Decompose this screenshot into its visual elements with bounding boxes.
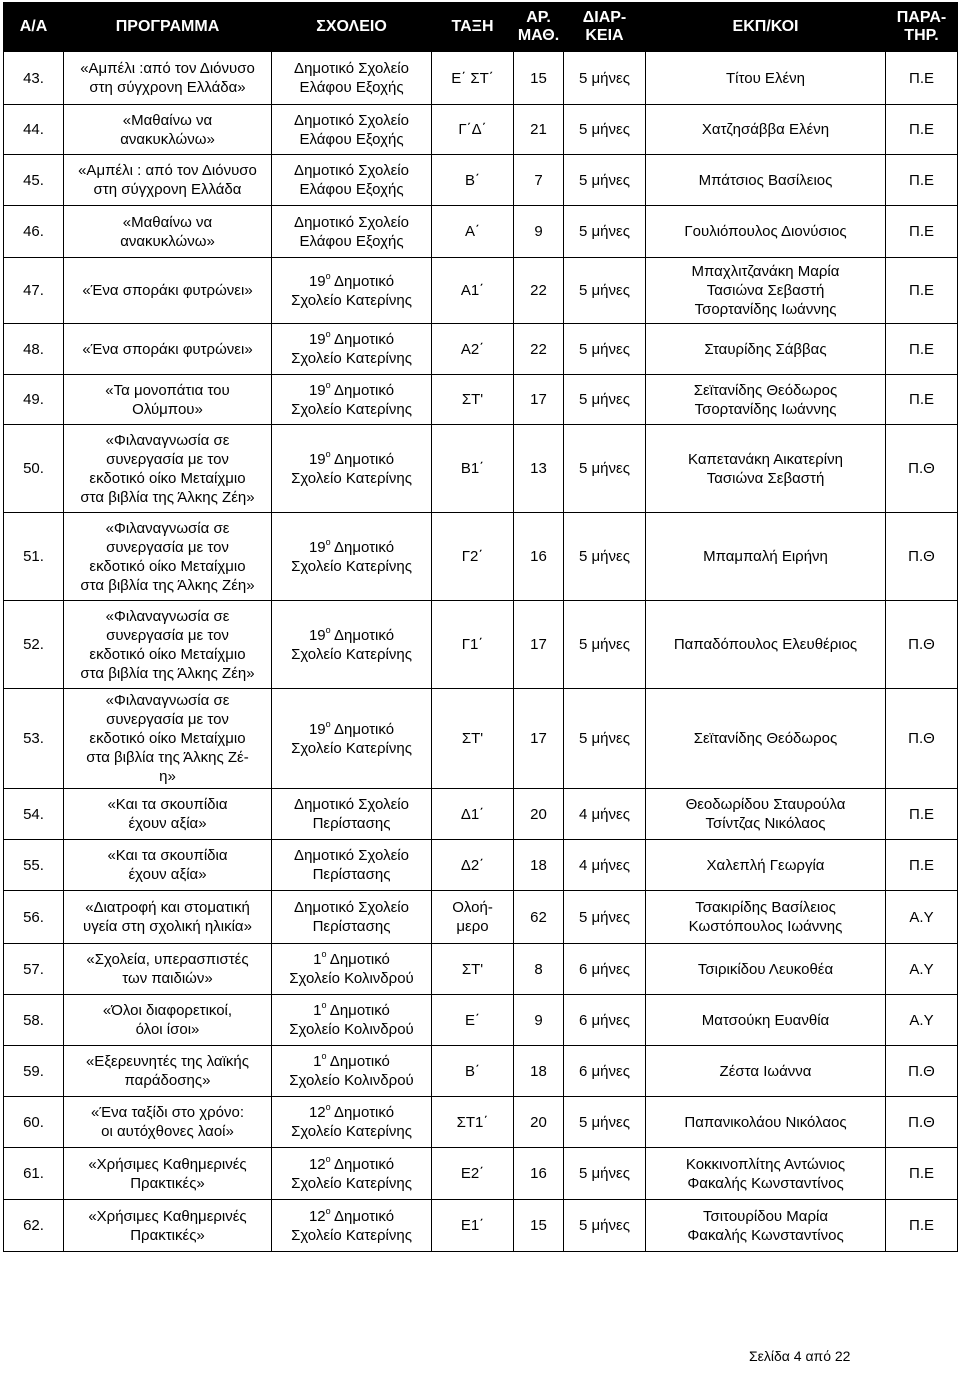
row-teachers: Σεϊτανίδης Θεόδωρος xyxy=(646,689,886,789)
row-number: 49. xyxy=(4,375,64,425)
row-type: Π.Ε xyxy=(886,324,958,375)
school-name: Δημοτικό Σχολείο Κατερίνης xyxy=(291,720,412,757)
row-school xyxy=(272,995,432,1046)
page-footer: Σελίδα 4 από 22 xyxy=(749,1348,851,1364)
row-program: «Τα μονοπάτια του Ολύμπου» xyxy=(64,375,272,425)
row-teachers: Μπαμπαλή Ειρήνη xyxy=(646,513,886,601)
row-type: Π.Ε xyxy=(886,840,958,891)
row-duration: 5 μήνες xyxy=(564,1148,646,1200)
row-teachers: Κοκκινοπλίτης Αντώνιος Φακαλής Κωνσταντίνος xyxy=(646,1148,886,1200)
row-school xyxy=(272,944,432,995)
table-row xyxy=(4,258,958,324)
row-program: «Ένα ταξίδι στο χρόνο: οι αυτόχθονες λαοί» xyxy=(64,1097,272,1148)
row-type: Π.Θ xyxy=(886,425,958,513)
row-class: Ε΄ xyxy=(432,995,514,1046)
row-duration: 6 μήνες xyxy=(564,944,646,995)
row-duration: 5 μήνες xyxy=(564,375,646,425)
row-class: Δ2΄ xyxy=(432,840,514,891)
row-duration: 5 μήνες xyxy=(564,601,646,689)
school-ordinal-suffix: ο xyxy=(325,329,331,339)
school-ordinal-number: 19 xyxy=(308,538,326,556)
row-duration: 6 μήνες xyxy=(564,995,646,1046)
row-class: Β΄ xyxy=(432,155,514,206)
row-class: ΣΤ' xyxy=(432,689,514,789)
row-type: Π.Ε xyxy=(886,105,958,155)
school-name: Δημοτικό Σχολείο Κατερίνης xyxy=(291,626,412,663)
row-class: Γ1΄ xyxy=(432,601,514,689)
table-row xyxy=(4,789,958,840)
row-class: Ολοή- μερο xyxy=(432,891,514,944)
table-row xyxy=(4,995,958,1046)
school-ordinal-number: 19 xyxy=(308,272,326,290)
school-name: Δημοτικό Σχολείο Κατερίνης xyxy=(291,450,412,487)
row-students: 22 xyxy=(514,324,564,375)
row-duration: 5 μήνες xyxy=(564,105,646,155)
row-number: 54. xyxy=(4,789,64,840)
row-program: «Όλοι διαφορετικοί, όλοι ίσοι» xyxy=(64,995,272,1046)
row-teachers: Χατζησάββα Ελένη xyxy=(646,105,886,155)
row-students: 20 xyxy=(514,789,564,840)
table-row xyxy=(4,1097,958,1148)
row-class: Ε2΄ xyxy=(432,1148,514,1200)
row-type: Π.Θ xyxy=(886,689,958,789)
row-number: 59. xyxy=(4,1046,64,1097)
row-students: 17 xyxy=(514,375,564,425)
school-name: Δημοτικό Σχολείο Περίστασης xyxy=(294,899,409,935)
row-duration: 4 μήνες xyxy=(564,789,646,840)
row-class: Δ1΄ xyxy=(432,789,514,840)
row-program: «Χρήσιμες Καθημερινές Πρακτικές» xyxy=(64,1200,272,1252)
row-program: «Αμπέλι :από τον Διόνυσο στη σύγχρονη Ελλάδα» xyxy=(64,52,272,105)
school-name: Δημοτικό Σχολείο Κατερίνης xyxy=(291,538,412,575)
table-row xyxy=(4,206,958,258)
row-students: 13 xyxy=(514,425,564,513)
programs-table xyxy=(3,2,958,1252)
row-number: 56. xyxy=(4,891,64,944)
row-school xyxy=(272,1148,432,1200)
school-name: Δημοτικό Σχολείο Περίστασης xyxy=(294,847,409,883)
row-teachers: Ζέστα Ιωάννα xyxy=(646,1046,886,1097)
table-row xyxy=(4,891,958,944)
row-teachers: Μπαχλιτζανάκη Μαρία Τασιώνα Σεβαστή Τσορτανίδης Ιωάννης xyxy=(646,258,886,324)
school-name: Δημοτικό Σχολείο Περίστασης xyxy=(294,796,409,832)
row-number: 43. xyxy=(4,52,64,105)
school-ordinal-number: 19 xyxy=(308,450,326,468)
header-type: ΠΑΡΑ- ΤΗΡ. xyxy=(886,3,958,52)
row-teachers: Καπετανάκη Αικατερίνη Τασιώνα Σεβαστή xyxy=(646,425,886,513)
row-school xyxy=(272,1097,432,1148)
row-students: 17 xyxy=(514,601,564,689)
header-teachers: ΕΚΠ/ΚΟΙ xyxy=(646,3,886,52)
row-number: 52. xyxy=(4,601,64,689)
row-teachers: Τσιρικίδου Λευκοθέα xyxy=(646,944,886,995)
header-class: ΤΑΞΗ xyxy=(432,3,514,52)
row-students: 16 xyxy=(514,513,564,601)
row-class: ΣΤ' xyxy=(432,375,514,425)
row-students: 18 xyxy=(514,1046,564,1097)
row-school xyxy=(272,601,432,689)
row-number: 45. xyxy=(4,155,64,206)
row-school xyxy=(272,425,432,513)
table-row xyxy=(4,944,958,995)
row-teachers: Χαλεπλή Γεωργία xyxy=(646,840,886,891)
school-name: Δημοτικό Σχολείο Κατερίνης xyxy=(291,1155,412,1192)
school-ordinal-number: 1 xyxy=(313,951,322,968)
row-duration: 6 μήνες xyxy=(564,1046,646,1097)
row-teachers: Παπαδόπουλος Ελευθέριος xyxy=(646,601,886,689)
row-type: Π.Ε xyxy=(886,206,958,258)
row-school xyxy=(272,689,432,789)
row-students: 7 xyxy=(514,155,564,206)
row-class: ΣΤ' xyxy=(432,944,514,995)
row-type: Π.Ε xyxy=(886,789,958,840)
table-row xyxy=(4,1148,958,1200)
row-program: «Μαθαίνω να ανακυκλώνω» xyxy=(64,105,272,155)
row-school xyxy=(272,206,432,258)
row-school xyxy=(272,155,432,206)
school-ordinal-suffix: ο xyxy=(321,949,327,959)
school-ordinal-suffix: ο xyxy=(321,1051,327,1061)
row-program: «Και τα σκουπίδια έχουν αξία» xyxy=(64,840,272,891)
row-duration: 5 μήνες xyxy=(564,324,646,375)
row-type: Π.Ε xyxy=(886,52,958,105)
row-number: 48. xyxy=(4,324,64,375)
row-school xyxy=(272,105,432,155)
school-ordinal-suffix: ο xyxy=(325,718,331,729)
row-duration: 5 μήνες xyxy=(564,1097,646,1148)
header-students: ΑΡ. ΜΑΘ. xyxy=(514,3,564,52)
row-program: «Ένα σποράκι φυτρώνει» xyxy=(64,258,272,324)
row-type: Π.Ε xyxy=(886,258,958,324)
school-name: Δημοτικό Σχολείο Κατερίνης xyxy=(291,1104,412,1140)
row-class: Β΄ xyxy=(432,1046,514,1097)
row-number: 46. xyxy=(4,206,64,258)
row-students: 16 xyxy=(514,1148,564,1200)
table-row xyxy=(4,689,958,789)
row-number: 60. xyxy=(4,1097,64,1148)
row-students: 20 xyxy=(514,1097,564,1148)
row-teachers: Σεϊτανίδης Θεόδωρος Τσορτανίδης Ιωάννης xyxy=(646,375,886,425)
row-class: Γ2΄ xyxy=(432,513,514,601)
row-duration: 5 μήνες xyxy=(564,513,646,601)
row-students: 21 xyxy=(514,105,564,155)
row-number: 44. xyxy=(4,105,64,155)
row-number: 57. xyxy=(4,944,64,995)
table-row xyxy=(4,375,958,425)
school-ordinal-suffix: ο xyxy=(325,270,331,281)
school-name: Δημοτικό Σχολείο Κολινδρού xyxy=(289,1053,414,1089)
table-row xyxy=(4,1046,958,1097)
row-duration: 5 μήνες xyxy=(564,425,646,513)
row-teachers: Παπανικολάου Νικόλαος xyxy=(646,1097,886,1148)
row-type: Π.Ε xyxy=(886,1200,958,1252)
row-teachers: Τσιτουρίδου Μαρία Φακαλής Κωνσταντίνος xyxy=(646,1200,886,1252)
row-students: 9 xyxy=(514,995,564,1046)
row-type: Π.Ε xyxy=(886,155,958,206)
row-duration: 5 μήνες xyxy=(564,689,646,789)
row-program: «Ένα σποράκι φυτρώνει» xyxy=(64,324,272,375)
school-ordinal-number: 19 xyxy=(308,331,326,348)
row-type: Π.Θ xyxy=(886,601,958,689)
row-duration: 5 μήνες xyxy=(564,155,646,206)
school-ordinal-suffix: ο xyxy=(325,379,331,390)
school-ordinal-suffix: ο xyxy=(325,1205,331,1216)
row-type: Π.Θ xyxy=(886,1046,958,1097)
row-school xyxy=(272,324,432,375)
row-students: 18 xyxy=(514,840,564,891)
row-school xyxy=(272,1200,432,1252)
school-name: Δημοτικό Σχολείο Κατερίνης xyxy=(291,381,412,418)
row-program: «Διατροφή και στοματική υγεία στη σχολική ηλικία» xyxy=(64,891,272,944)
header-duration: ΔΙΑΡ- ΚΕΙΑ xyxy=(564,3,646,52)
school-name: Δημοτικό Σχολείο Ελάφου Εξοχής xyxy=(294,111,409,148)
school-ordinal-suffix: ο xyxy=(325,624,331,635)
school-name: Δημοτικό Σχολείο Κολινδρού xyxy=(289,951,414,987)
table-header-row xyxy=(4,3,958,52)
row-students: 17 xyxy=(514,689,564,789)
row-school xyxy=(272,789,432,840)
school-name: Δημοτικό Σχολείο Κολινδρού xyxy=(289,1002,414,1038)
row-duration: 4 μήνες xyxy=(564,840,646,891)
row-type: Α.Υ xyxy=(886,995,958,1046)
row-students: 62 xyxy=(514,891,564,944)
row-school xyxy=(272,891,432,944)
school-ordinal-number: 1 xyxy=(313,1002,322,1019)
row-school xyxy=(272,258,432,324)
row-program: «Και τα σκουπίδια έχουν αξία» xyxy=(64,789,272,840)
row-school xyxy=(272,513,432,601)
row-teachers: Ματσούκη Ευανθία xyxy=(646,995,886,1046)
row-teachers: Τίτου Ελένη xyxy=(646,52,886,105)
row-program: «Μαθαίνω να ανακυκλώνω» xyxy=(64,206,272,258)
row-class: Ε1΄ xyxy=(432,1200,514,1252)
school-name: Δημοτικό Σχολείο Ελάφου Εξοχής xyxy=(294,213,409,250)
row-class: Β1΄ xyxy=(432,425,514,513)
row-school xyxy=(272,1046,432,1097)
row-duration: 5 μήνες xyxy=(564,891,646,944)
row-number: 51. xyxy=(4,513,64,601)
row-number: 62. xyxy=(4,1200,64,1252)
header-program: ΠΡΟΓΡΑΜΜΑ xyxy=(64,3,272,52)
row-duration: 5 μήνες xyxy=(564,52,646,105)
school-ordinal-suffix: ο xyxy=(325,536,331,547)
row-program: «Χρήσιμες Καθημερινές Πρακτικές» xyxy=(64,1148,272,1200)
school-ordinal-number: 12 xyxy=(308,1207,326,1225)
row-class: Ε΄ ΣΤ΄ xyxy=(432,52,514,105)
row-program: «Φιλαναγνωσία σε συνεργασία με τον εκδοτικό οίκο Μεταίχμιο στα βιβλία της Άλκης Ζέη» xyxy=(64,601,272,689)
table-row xyxy=(4,601,958,689)
row-number: 61. xyxy=(4,1148,64,1200)
row-students: 22 xyxy=(514,258,564,324)
school-ordinal-number: 19 xyxy=(308,720,326,738)
row-class: Α1΄ xyxy=(432,258,514,324)
table-row xyxy=(4,52,958,105)
school-ordinal-number: 12 xyxy=(308,1104,326,1121)
table-body xyxy=(4,52,958,1252)
school-name: Δημοτικό Σχολείο Κατερίνης xyxy=(291,331,412,367)
row-type: Π.Ε xyxy=(886,1148,958,1200)
school-ordinal-number: 19 xyxy=(308,381,326,399)
school-ordinal-suffix: ο xyxy=(321,1000,327,1010)
row-teachers: Γουλιόπουλος Διονύσιος xyxy=(646,206,886,258)
row-students: 15 xyxy=(514,1200,564,1252)
row-school xyxy=(272,52,432,105)
row-program: «Φιλαναγνωσία σε συνεργασία με τον εκδοτικό οίκο Μεταίχμιο στα βιβλία της Άλκης Ζέη» xyxy=(64,513,272,601)
row-students: 9 xyxy=(514,206,564,258)
row-number: 58. xyxy=(4,995,64,1046)
row-number: 50. xyxy=(4,425,64,513)
school-ordinal-suffix: ο xyxy=(325,448,331,459)
table-row xyxy=(4,155,958,206)
row-teachers: Τσακιρίδης Βασίλειος Κωστόπουλος Ιωάννης xyxy=(646,891,886,944)
table-row xyxy=(4,1200,958,1252)
row-teachers: Θεοδωρίδου Σταυρούλα Τσίντζας Νικόλαος xyxy=(646,789,886,840)
row-students: 8 xyxy=(514,944,564,995)
row-program: «Φιλαναγνωσία σε συνεργασία με τον εκδοτικό οίκο Μεταίχμιο στα βιβλία της Άλκης Ζέ- η» xyxy=(64,689,272,789)
school-ordinal-number: 12 xyxy=(308,1155,326,1173)
row-type: Π.Θ xyxy=(886,513,958,601)
table-row xyxy=(4,425,958,513)
row-school xyxy=(272,840,432,891)
row-type: Α.Υ xyxy=(886,944,958,995)
row-teachers: Μπάτσιος Βασίλειος xyxy=(646,155,886,206)
row-number: 53. xyxy=(4,689,64,789)
school-ordinal-number: 1 xyxy=(313,1053,322,1070)
school-name: Δημοτικό Σχολείο Κατερίνης xyxy=(291,1207,412,1244)
row-duration: 5 μήνες xyxy=(564,206,646,258)
school-name: Δημοτικό Σχολείο Ελάφου Εξοχής xyxy=(294,60,409,96)
header-aa: Α/Α xyxy=(4,3,64,52)
table-row xyxy=(4,513,958,601)
row-teachers: Σταυρίδης Σάββας xyxy=(646,324,886,375)
row-number: 55. xyxy=(4,840,64,891)
row-number: 47. xyxy=(4,258,64,324)
row-class: Α΄ xyxy=(432,206,514,258)
row-type: Π.Ε xyxy=(886,375,958,425)
row-type: Α.Υ xyxy=(886,891,958,944)
school-ordinal-suffix: ο xyxy=(325,1102,331,1112)
school-ordinal-suffix: ο xyxy=(325,1153,331,1164)
row-program: «Εξερευνητές της λαϊκής παράδοσης» xyxy=(64,1046,272,1097)
school-ordinal-number: 19 xyxy=(308,626,326,644)
table-row xyxy=(4,105,958,155)
row-program: «Σχολεία, υπερασπιστές των παιδιών» xyxy=(64,944,272,995)
header-school: ΣΧΟΛΕΙΟ xyxy=(272,3,432,52)
school-name: Δημοτικό Σχολείο Κατερίνης xyxy=(291,272,412,309)
table-row xyxy=(4,840,958,891)
row-program: «Φιλαναγνωσία σε συνεργασία με τον εκδοτικό οίκο Μεταίχμιο στα βιβλία της Άλκης Ζέη» xyxy=(64,425,272,513)
row-class: Α2΄ xyxy=(432,324,514,375)
row-program: «Αμπέλι : από τον Διόνυσο στη σύγχρονη Ελλάδα xyxy=(64,155,272,206)
row-type: Π.Θ xyxy=(886,1097,958,1148)
row-duration: 5 μήνες xyxy=(564,1200,646,1252)
row-students: 15 xyxy=(514,52,564,105)
table-row xyxy=(4,324,958,375)
row-class: ΣΤ1΄ xyxy=(432,1097,514,1148)
row-duration: 5 μήνες xyxy=(564,258,646,324)
school-name: Δημοτικό Σχολείο Ελάφου Εξοχής xyxy=(294,162,409,198)
row-class: Γ΄Δ΄ xyxy=(432,105,514,155)
row-school xyxy=(272,375,432,425)
